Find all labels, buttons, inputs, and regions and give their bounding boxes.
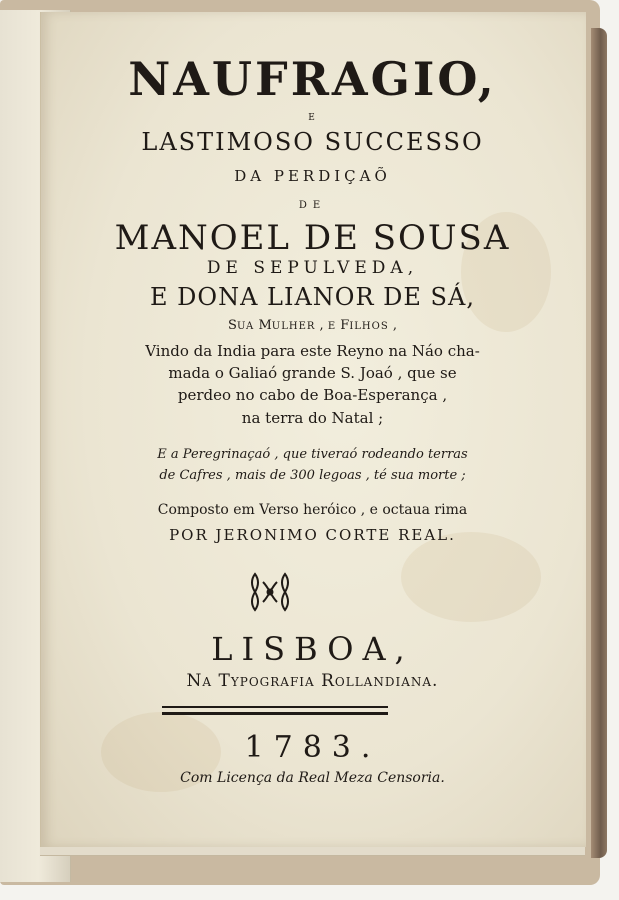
smallcaps-ulher: ULHER [271,321,316,332]
double-rule-top [162,706,388,708]
year: 1783. [244,730,381,765]
name-manoel-de-sousa: MANOEL DE SOUSA [114,218,511,258]
description-line-1: Vindo da India para este Reyno na Náo cha- [145,342,480,360]
name-dona-lianor: E DONA LIANOR DE SÁ, [150,283,475,311]
conjunction-e: E [308,113,317,123]
sua-mulher-e-filhos [40,318,585,333]
name-de-sepulveda: DE SEPULVEDA, [206,258,419,278]
description-line-4: na terra do Natal ; [241,409,384,427]
subtitle-successo: LASTIMOSO SUCCESSO [141,128,484,156]
trailing-comma: , [388,318,397,333]
printer-line: Na Typografia Rollandiana. [186,671,439,691]
subtitle-perdicao: DA PERDIÇAÕ [234,167,391,185]
peregrinacao-line-1: E a Peregrinaçaó , que tiveraó rodeando terras [157,447,468,462]
conjunction-de: DE [298,200,327,211]
smallcaps-ilhos: ILHOS [349,321,389,332]
smallcaps-e: E [327,321,341,332]
caps-m: M [258,318,272,333]
license-line: Com Licença da Real Meza Censoria. [180,770,445,786]
fleuron-ornament [245,570,295,614]
double-rule-bottom [162,712,388,715]
smallcaps-ua: UA [236,321,259,332]
description-line-2: mada o Galiaó grande S. Joaó , que se [168,364,457,382]
description-line-3: perdeo no cabo de Boa-Esperança , [177,386,448,404]
author-line: POR JERONIMO CORTE REAL. [169,526,456,544]
peregrinacao-line-2: de Cafres , mais de 300 legoas , té sua morte ; [159,468,466,483]
verse-description: Composto em Verso heróico , e octaua rima [157,502,468,518]
place-lisboa: LISBOA, [211,630,414,668]
caps-s: S [228,318,237,333]
caps-f: F [340,318,350,333]
book-spine [591,28,607,858]
book-title: NAUFRAGIO, [128,52,497,106]
comma-sep: , [315,318,328,333]
